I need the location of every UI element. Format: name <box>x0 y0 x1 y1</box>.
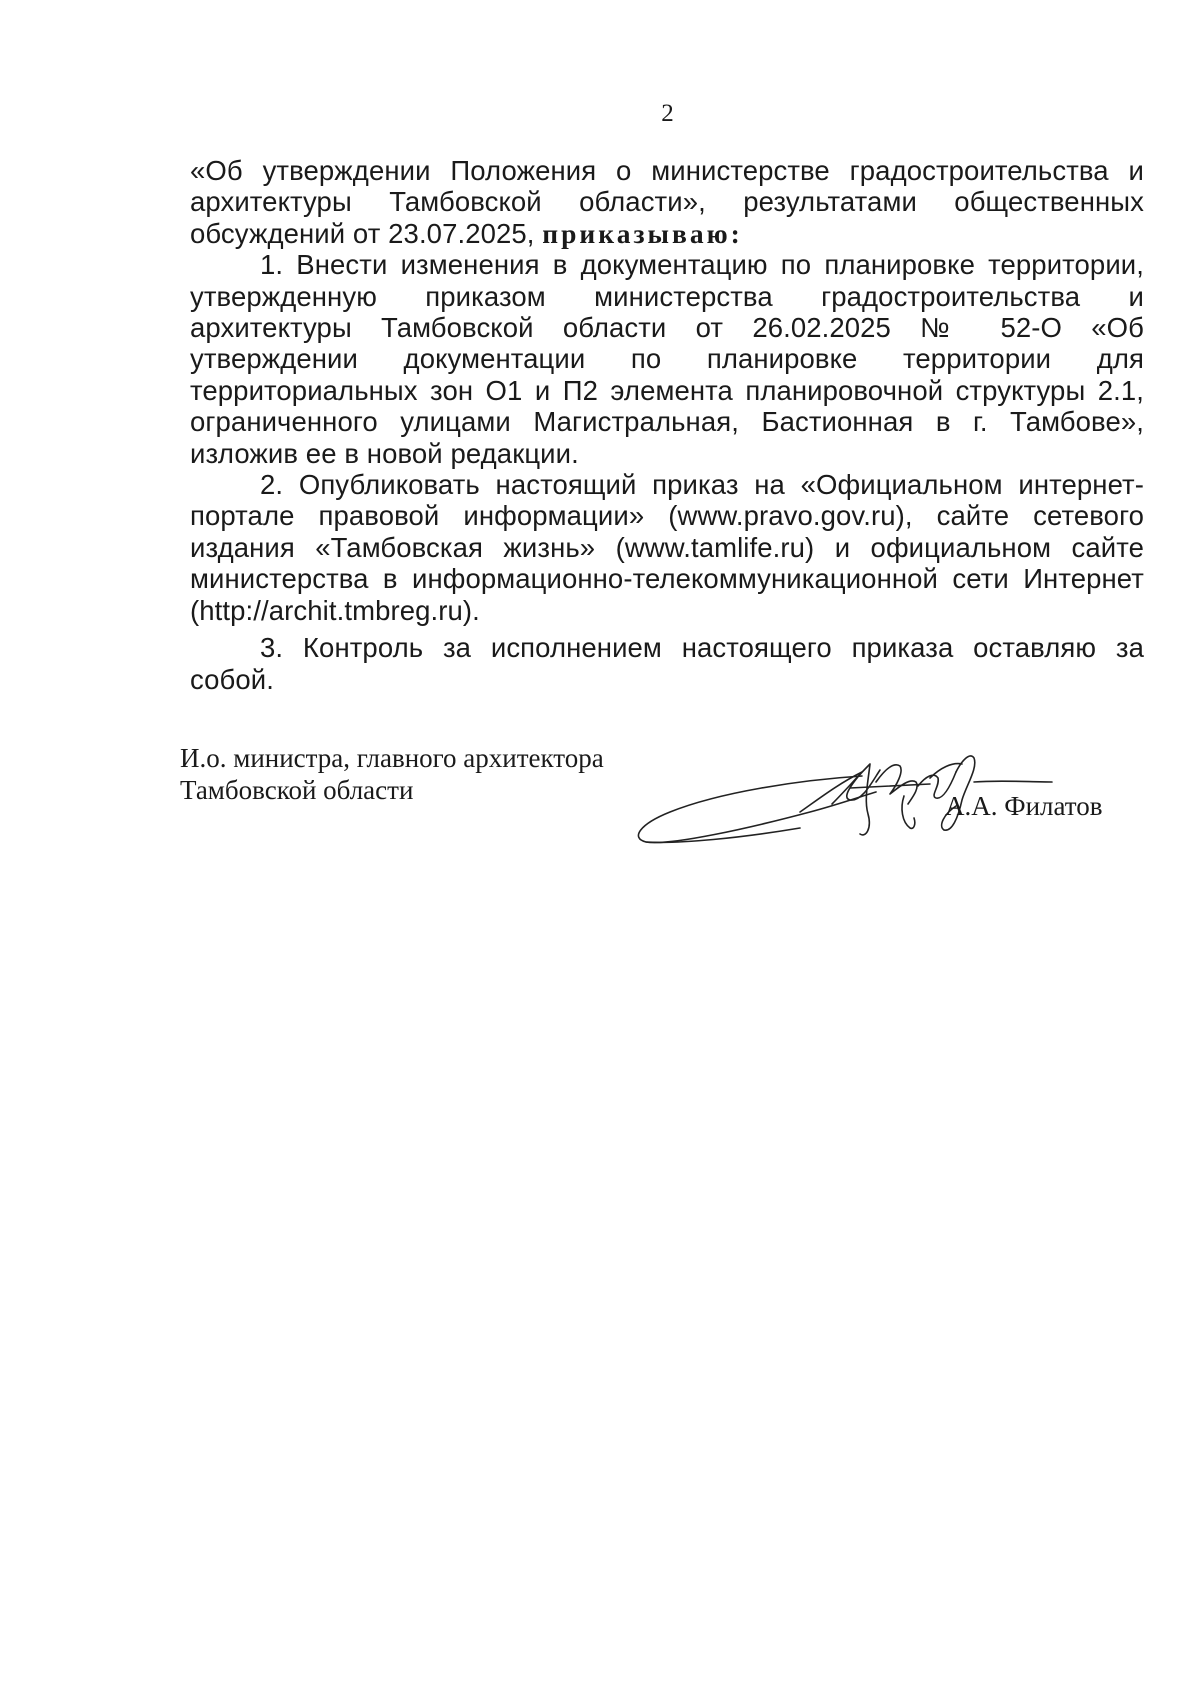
page-number: 2 <box>661 100 674 127</box>
signer-title <box>180 742 640 806</box>
item-2-paragraph: 2. Опубликовать настоящий приказ на «Официальном интернет-портале правовой информации» (www.pravo.gov.ru), сайте сетевого издания «Тамбовская жизнь» (www.tamlife.ru) и официальном сайте министерства в информационно-телекоммуникационной сети Интернет (http://archit.tmbreg.ru). <box>190 469 1144 626</box>
order-word: приказываю <box>542 217 731 249</box>
signer-title-line-1: И.о. министра, главного архитектора <box>180 743 604 773</box>
item-1-paragraph: 1. Внести изменения в документацию по планировке территории, утвержденную приказом министерства градостроительства и архитектуры Тамбовской области от 26.02.2025 № 52-О «Об утверждении документации по планировке территории для территориальных зон О1 и П2 элемента планировочной структуры 2.1, ограниченного улицами Магистральная, Бастионная в г. Тамбове», изложив ее в новой редакции. <box>190 249 1144 469</box>
signer-name: А.А. Филатов <box>945 791 1103 821</box>
document-body <box>190 155 1144 695</box>
signature-block <box>180 742 1120 852</box>
intro-paragraph <box>190 155 1144 249</box>
item-3-paragraph: 3. Контроль за исполнением настоящего приказа оставляю за собой. <box>190 632 1144 695</box>
signer-title-line-2: Тамбовской области <box>180 775 414 805</box>
intro-text: «Об утверждении Положения о министерстве градостроительства и архитектуры Тамбовской области», результатами общественных обсуждений от 23.07.2025, <box>190 155 1144 249</box>
order-colon: : <box>730 217 743 249</box>
